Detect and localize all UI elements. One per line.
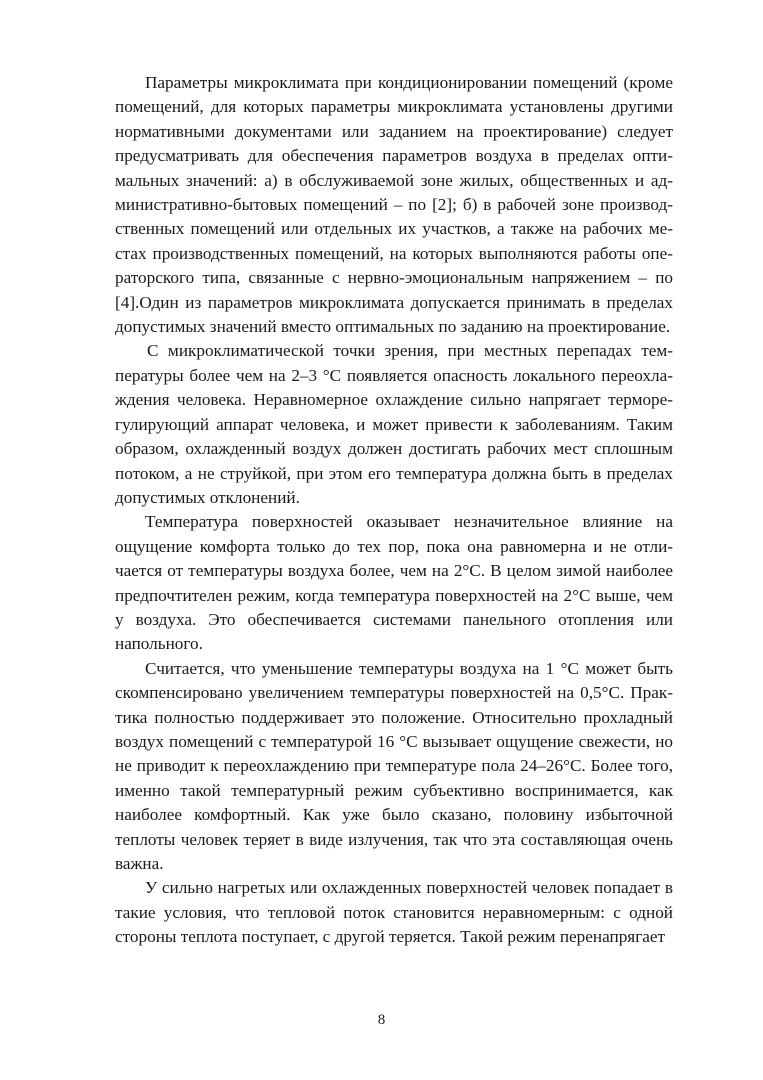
paragraph-microclimate-parameters: Параметры микроклимата при кондиционировании помещений (кроме помещений, для которых параметры микроклимата установлены другими нормативными документами или заданием на проектирование) следует предусматривать для обеспечения параметров воздуха в пределах оптимальных значений: а) в обслуживаемой зоне жилых, общественных и административно-бытовых помещений – по [2]; б) в рабочей зоне производственных помещений или отдельных их участков, а также на рабочих местах производственных помещений, на которых выполняются работы операторского типа, связанные с нервно-эмоциональным напряжением – по [4].Один из параметров микроклимата допускается принимать в пределах допустимых значений вместо оптимальных по заданию на проектирование. — [115, 73, 673, 337]
paragraph-heated-surfaces: У сильно нагретых или охлажденных поверхностей человек попадает в такие условия, что тепловой поток становится неравномерным: с одной стороны теплота поступает, с другой теряется. Такой режим перенапрягает — [115, 878, 673, 947]
body-text — [115, 71, 673, 950]
paragraph-surface-temperature: Температура поверхностей оказывает незначительное влияние на ощущение комфорта только до тех пор, пока она равномерна и не отличается от температуры воздуха более, чем на 2°С. В целом зимой наиболее предпочтителен режим, когда температура поверхностей на 2°С выше, чем у воздуха. Это обеспечивается системами панельного отопления или напольного. — [115, 512, 673, 654]
paragraph-temperature-drops: С микроклиматической точки зрения, при местных перепадах температуры более чем на 2–3 °С появляется опасность локального переохлаждения человека. Неравномерное охлаждение сильно напрягает терморегулирующий аппарат человека, и может привести к заболеваниям. Таким образом, охлажденный воздух должен достигать рабочих мест сплошным потоком, а не струйкой, при этом его температура должна быть в пределах допустимых отклонений. — [115, 341, 673, 507]
page-number: 8 — [377, 1012, 386, 1028]
paragraph-compensation: Считается, что уменьшение температуры воздуха на 1 °С может быть скомпенсировано увеличением температуры поверхностей на 0,5°С. Практика полностью поддерживает это положение. Относительно прохладный воздух помещений с температурой 16 °С вызывает ощущение свежести, но не приводит к переохлаждению при температуре пола 24–26°С. Более того, именно такой температурный режим субъективно воспринимается, как наиболее комфортный. Как уже было сказано, половину избыточной теплоты человек теряет в виде излучения, так что эта составляющая очень важна. — [115, 658, 673, 873]
